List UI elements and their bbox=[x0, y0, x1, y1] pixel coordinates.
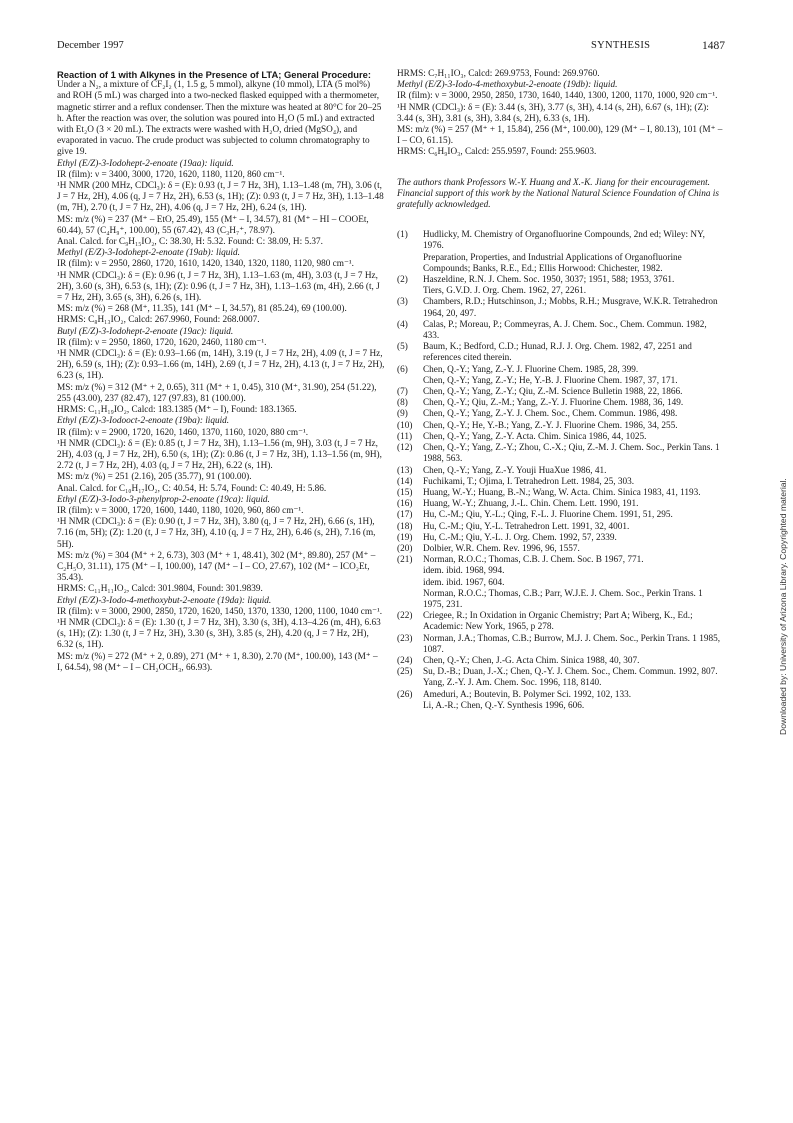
reference-line: Chen, Q.-Y.; Yang, Z.-Y. Acta. Chim. Sinica 1986, 44, 1025. bbox=[423, 431, 647, 442]
reference-text bbox=[423, 387, 725, 398]
reference-number: (17) bbox=[397, 510, 413, 521]
reference-number: (3) bbox=[397, 297, 408, 308]
reference-text bbox=[423, 611, 725, 633]
compound-name: Butyl (E/Z)-3-Iodohept-2-enoate (19ac): liquid. bbox=[57, 326, 234, 337]
reference-number: (5) bbox=[397, 342, 408, 353]
reference-item bbox=[397, 432, 725, 443]
compound-name: Methyl (E/Z)-3-Iodohept-2-enoate (19ab): liquid. bbox=[57, 248, 240, 259]
reference-item bbox=[397, 690, 725, 712]
reference-number: (11) bbox=[397, 431, 413, 442]
reference-line: Ameduri, A.; Boutevin, B. Polymer Sci. 1992, 102, 133. bbox=[423, 689, 632, 700]
reference-item bbox=[397, 477, 725, 488]
reference-line: Huang, W.-Y.; Zhuang, J.-L. Chin. Chem. Lett. 1990, 191. bbox=[423, 499, 639, 510]
reference-item bbox=[397, 544, 725, 555]
reference-text bbox=[423, 499, 725, 510]
reference-number: (12) bbox=[397, 443, 413, 454]
reference-item bbox=[397, 297, 725, 319]
reference-number: (4) bbox=[397, 319, 408, 330]
spectral-data: MS: m/z (%) = 268 (M⁺, 11.35), 141 (M⁺ – I, 34.57), 81 (85.24), 69 (100.00). bbox=[57, 304, 347, 315]
reference-text bbox=[423, 510, 725, 521]
acknowledgement: The authors thank Professors W.-Y. Huang and X.-K. Jiang for their encouragement. Financial support of this work by the National Natural Science Foundation of China is gratefully acknowledged. bbox=[397, 177, 719, 211]
reference-number: (6) bbox=[397, 364, 408, 375]
reference-line: Dolbier, W.R. Chem. Rev. 1996, 96, 1557. bbox=[423, 543, 580, 554]
spectral-data: ¹H NMR (CDCl₃): δ = (E): 0.90 (t, J = 7 Hz, 3H), 3.80 (q, J = 7 Hz, 2H), 6.66 (s, 1H), 7.16 (m, 5H); (Z): 1.20 (t, J = 7 Hz, 3H), 4.10 (q, J = 7 Hz, 2H), 6.46 (s, 2H), 7.16 (m, 5H). bbox=[57, 517, 376, 550]
reference-item bbox=[397, 398, 725, 409]
reference-list bbox=[397, 230, 725, 712]
reference-line: Tiers, G.V.D. J. Org. Chem. 1962, 27, 2261. bbox=[423, 286, 587, 297]
reference-line: Hu, C.-M.; Qiu, Y.-L. Tetrahedron Lett. 1991, 32, 4001. bbox=[423, 521, 630, 532]
reference-text bbox=[423, 690, 725, 712]
reference-number: (21) bbox=[397, 555, 413, 566]
reference-item bbox=[397, 510, 725, 521]
reference-number: (22) bbox=[397, 611, 413, 622]
reference-text bbox=[423, 443, 725, 465]
reference-line: Chen, Q.-Y.; Yang, Z.-Y.; Qiu, Z.-M. Science Bulletin 1988, 22, 1866. bbox=[423, 387, 683, 398]
spectral-data: MS: m/z (%) = 237 (M⁺ – EtO, 25.49), 155 (M⁺ – I, 34.57), 81 (M⁺ – HI – COOEt, 60.44), 57 (C₄H₉⁺, 100.00), 55 (67.42), 43 (C₃H₇⁺, 78.97). bbox=[57, 214, 369, 236]
reference-text bbox=[423, 656, 725, 667]
spectral-data: MS: m/z (%) = 304 (M⁺ + 2, 6.73), 303 (M⁺ + 1, 48.41), 302 (M⁺, 89.80), 257 (M⁺ – C₂H₅O, 31.11), 175 (M⁺ – I, 100.00), 147 (M⁺ – I – CO, 27.67), 102 (M⁺ – ICO₂Et, 35.43). bbox=[57, 550, 376, 584]
reference-number: (25) bbox=[397, 667, 413, 678]
section-title: Reaction of 1 with Alkynes in the Presence of LTA; General Procedure: bbox=[57, 69, 371, 80]
reference-item bbox=[397, 320, 725, 342]
reference-number: (14) bbox=[397, 476, 413, 487]
spectral-data: ¹H NMR (CDCl₃): δ = (E): 3.44 (s, 3H), 3.77 (s, 3H), 4.14 (s, 2H), 6.67 (s, 1H); (Z): 3.44 (s, 3H), 3.81 (s, 3H), 3.84 (s, 2H), 6.33 (s, 1H). bbox=[397, 102, 709, 124]
spectral-data: IR (film): ν = 3000, 2900, 2850, 1720, 1620, 1450, 1370, 1330, 1200, 1100, 1040 cm⁻¹. bbox=[57, 606, 383, 617]
reference-text bbox=[423, 275, 725, 297]
reference-number: (8) bbox=[397, 398, 408, 409]
reference-text bbox=[423, 522, 725, 533]
spectral-data: HRMS: C₇H₁₁IO₃, Calcd: 269.9753, Found: 269.9760. bbox=[397, 69, 600, 79]
reference-number: (7) bbox=[397, 387, 408, 398]
left-column bbox=[57, 69, 385, 674]
spectral-data: IR (film): ν = 2950, 2860, 1720, 1610, 1420, 1340, 1320, 1180, 1120, 980 cm⁻¹. bbox=[57, 259, 354, 270]
reference-number: (19) bbox=[397, 532, 413, 543]
spectral-data: ¹H NMR (CDCl₃): δ = (E): 0.85 (t, J = 7 Hz, 3H), 1.13–1.56 (m, 9H), 3.03 (t, J = 7 Hz, 2H), 4.03 (q, J = 7 Hz, 2H), 6.50 (s, 1H); (Z): 0.86 (t, J = 7 Hz, 3H), 1.13–1.56 (m, 9H), 2.72 (t, J = 7 Hz, 2H), 4.03 (q, J = 7 Hz, 2H), 6.22 (s, 1H). bbox=[57, 438, 382, 472]
reference-item bbox=[397, 230, 725, 275]
reference-line: Hu, C.-M.; Qiu, Y.-L. J. Org. Chem. 1992, 57, 2339. bbox=[423, 532, 617, 543]
spectral-data: HRMS: C₁₁H₁₉IO₂, Calcd: 183.1385 (M⁺ – I), Found: 183.1365. bbox=[57, 405, 297, 416]
reference-item bbox=[397, 488, 725, 499]
spectral-data: MS: m/z (%) = 257 (M⁺ + 1, 15.84), 256 (M⁺, 100.00), 129 (M⁺ – I, 80.13), 101 (M⁺ – I – CO, 61.15). bbox=[397, 125, 723, 147]
reference-line: Norman, J.A.; Thomas, C.B.; Burrow, M.J. J. Chem. Soc., Perkin Trans. 1 1985, 1087. bbox=[423, 633, 721, 655]
reference-item bbox=[397, 522, 725, 533]
reference-number: (9) bbox=[397, 409, 408, 420]
reference-number: (26) bbox=[397, 689, 413, 700]
reference-line: Li, A.-R.; Chen, Q.-Y. Synthesis 1996, 606. bbox=[423, 700, 585, 711]
reference-number: (1) bbox=[397, 230, 408, 241]
reference-item bbox=[397, 499, 725, 510]
spectral-data: ¹H NMR (CDCl₃): δ = (E): 0.93–1.66 (m, 14H), 3.19 (t, J = 7 Hz, 2H), 4.09 (t, J = 7 Hz, 2H), 6.59 (s, 1H); (Z): 0.93–1.66 (m, 14H), 2.69 (t, J = 7 Hz, 2H), 4.13 (t, J = 7 Hz, 2H), 6.23 (s, 1H). bbox=[57, 349, 385, 382]
journal-name: SYNTHESIS bbox=[591, 40, 651, 51]
reference-line: Chambers, R.D.; Hutschinson, J.; Mobbs, R.H.; Musgrave, W.K.R. Tetrahedron 1964, 20, 497. bbox=[423, 297, 718, 319]
reference-item bbox=[397, 409, 725, 420]
reference-item bbox=[397, 365, 725, 387]
compound-name: Ethyl (E/Z)-3-Iodooct-2-enoate (19ba): liquid. bbox=[57, 416, 230, 427]
compound-name: Methyl (E/Z)-3-Iodo-4-methoxybut-2-enoate (19db): liquid. bbox=[397, 80, 618, 91]
reference-number: (10) bbox=[397, 420, 413, 431]
reference-line: Norman, R.O.C.; Thomas, C.B.; Parr, W.J.E. J. Chem. Soc., Perkin Trans. 1 1975, 231. bbox=[423, 588, 703, 610]
reference-text bbox=[423, 365, 725, 387]
reference-text bbox=[423, 432, 725, 443]
reference-item bbox=[397, 611, 725, 633]
reference-line: Chen, Q.-Y.; Yang, Z.-Y.; He, Y.-B. J. Fluorine Chem. 1987, 37, 171. bbox=[423, 375, 678, 386]
issue-date: December 1997 bbox=[57, 40, 124, 51]
reference-text bbox=[423, 230, 725, 275]
spectral-data: ¹H NMR (CDCl₃): δ = (E): 0.96 (t, J = 7 Hz, 3H), 1.13–1.63 (m, 4H), 3.03 (t, J = 7 Hz, 2H), 3.60 (s, 3H), 6.53 (s, 1H); (Z): 0.96 (t, J = 7 Hz, 3H), 1.13–1.63 (m, 4H), 2.66 (t, J = 7 Hz, 2H), 3.65 (s, 3H), 6.26 (s, 1H). bbox=[57, 270, 380, 304]
reference-line: Fuchikami, T.; Ojima, I. Tetrahedron Lett. 1984, 25, 303. bbox=[423, 476, 635, 487]
reference-line: Chen, Q.-Y.; Yang, Z.-Y. J. Chem. Soc., Chem. Commun. 1986, 498. bbox=[423, 409, 678, 420]
reference-item bbox=[397, 342, 725, 364]
spectral-data: Anal. Calcd. for C₁₀H₁₇IO₂, C: 40.54, H: 5.74, Found: C: 40.49, H: 5.86. bbox=[57, 483, 327, 494]
reference-text bbox=[423, 544, 725, 555]
reference-line: Preparation, Properties, and Industrial Applications of Organofluorine Compounds; Banks, R.E., Ed.; Ellis Horwood: Chichester, 1982. bbox=[423, 252, 682, 274]
reference-item bbox=[397, 466, 725, 477]
reference-number: (2) bbox=[397, 275, 408, 286]
reference-line: Chen, Q.-Y.; He, Y.-B.; Yang, Z.-Y. J. Fluorine Chem. 1986, 34, 255. bbox=[423, 420, 678, 431]
reference-text bbox=[423, 409, 725, 420]
reference-item bbox=[397, 275, 725, 297]
reference-item bbox=[397, 421, 725, 432]
reference-number: (18) bbox=[397, 521, 413, 532]
reference-number: (16) bbox=[397, 499, 413, 510]
reference-line: Hu, C.-M.; Qiu, Y.-L.; Qing, F.-L. J. Fluorine Chem. 1991, 51, 295. bbox=[423, 510, 673, 521]
reference-item bbox=[397, 667, 725, 689]
compound-name: Ethyl (E/Z)-3-Iodo-3-phenylprop-2-enoate (19ca): liquid. bbox=[57, 494, 270, 505]
procedure-text: Under a N₂, a mixture of CF₂I₂ (1, 1.5 g, 5 mmol), alkyne (10 mmol), LTA (5 mol%) and ROH (5 mL) was charged into a two-necked flasked equipped with a thermometer, magnetic stirrer and a reflux condenser. Then the mixture was heated at 80°C for 20–25 h. After the reaction was over, the solution was poured into H₂O (5 mL) and extracted with Et₂O (3 × 20 mL). The extracts were washed with H₂O, dried (MgSO₄), and evaporated in vacuo. The crude product was subjected to column chromatography to give 19. bbox=[57, 80, 382, 158]
reference-text bbox=[423, 555, 725, 611]
page-number: 1487 bbox=[702, 40, 725, 52]
compound-name: Ethyl (E/Z)-3-Iodohept-2-enoate (19aa): liquid. bbox=[57, 158, 234, 169]
reference-item bbox=[397, 443, 725, 465]
reference-line: Chen, Q.-Y.; Chen, J.-G. Acta Chim. Sinica 1988, 40, 307. bbox=[423, 655, 640, 666]
right-column bbox=[397, 69, 725, 712]
reference-item bbox=[397, 656, 725, 667]
reference-line: Yang, Z.-Y. J. Am. Chem. Soc. 1996, 118, 8140. bbox=[423, 678, 602, 689]
spectral-data: HRMS: C₁₁H₁₁IO₂, Calcd: 301.9804, Found: 301.9839. bbox=[57, 584, 263, 595]
reference-text bbox=[423, 477, 725, 488]
spectral-data: ¹H NMR (200 MHz, CDCl₃): δ = (E): 0.93 (t, J = 7 Hz, 3H), 1.13–1.48 (m, 7H), 3.06 (t, J = 7 Hz, 2H), 4.06 (q, J = 7 Hz, 2H), 6.53 (s, 1H); (Z): 0.93 (t, J = 7 Hz, 3H), 1.13–1.48 (m, 7H), 2.70 (t, J = 7 Hz, 2H), 4.06 (q, J = 7 Hz, 2H), 6.24 (s, 1H). bbox=[57, 181, 384, 214]
reference-text bbox=[423, 320, 725, 342]
reference-number: (13) bbox=[397, 465, 413, 476]
reference-line: idem. ibid. 1967, 604. bbox=[423, 577, 505, 588]
reference-line: idem. ibid. 1968, 994. bbox=[423, 566, 505, 577]
reference-line: Hudlicky, M. Chemistry of Organofluorine Compounds, 2nd ed; Wiley: NY, 1976. bbox=[423, 230, 705, 252]
right-entries bbox=[397, 69, 725, 159]
page-header bbox=[57, 40, 725, 56]
reference-text bbox=[423, 634, 725, 656]
spectral-data: MS: m/z (%) = 312 (M⁺ + 2, 0.65), 311 (M⁺ + 1, 0.45), 310 (M⁺, 31.90), 254 (51.22), 255 (43.00), 237 (82.47), 127 (97.83), 81 (100.00). bbox=[57, 382, 377, 404]
download-notice: Downloaded by: University of Arizona Library. Copyrighted material. bbox=[778, 478, 788, 735]
reference-number: (23) bbox=[397, 633, 413, 644]
spectral-data: IR (film): ν = 3400, 3000, 1720, 1620, 1180, 1120, 860 cm⁻¹. bbox=[57, 169, 285, 180]
reference-text bbox=[423, 533, 725, 544]
compound-name: Ethyl (E/Z)-3-Iodo-4-methoxybut-2-enoate (19da): liquid. bbox=[57, 595, 272, 606]
spectral-data: IR (film): ν = 2900, 1720, 1620, 1460, 1370, 1160, 1020, 880 cm⁻¹. bbox=[57, 427, 309, 438]
reference-line: Norman, R.O.C.; Thomas, C.B. J. Chem. Soc. B 1967, 771. bbox=[423, 555, 644, 566]
reference-number: (20) bbox=[397, 543, 413, 554]
reference-line: Calas, P.; Moreau, P.; Commeyras, A. J. Chem. Soc., Chem. Commun. 1982, 433. bbox=[423, 319, 707, 342]
reference-item bbox=[397, 533, 725, 544]
reference-text bbox=[423, 398, 725, 409]
spectral-data: HRMS: C₈H₁₃IO₂, Calcd: 267.9960, Found: 268.0007. bbox=[57, 315, 260, 326]
spacer bbox=[397, 211, 725, 230]
reference-number: (24) bbox=[397, 655, 413, 666]
reference-line: Su, D.-B.; Duan, J.-X.; Chen, Q.-Y. J. Chem. Soc., Chem. Commun. 1992, 807. bbox=[423, 667, 718, 678]
reference-line: Chen, Q.-Y.; Yang, Z.-Y. Youji HuaXue 1986, 41. bbox=[423, 465, 607, 476]
reference-text bbox=[423, 421, 725, 432]
spectral-data: IR (film): ν = 2950, 1860, 1720, 1620, 2460, 1180 cm⁻¹. bbox=[57, 337, 267, 348]
reference-line: Haszeldine, R.N. J. Chem. Soc. 1950, 3037; 1951, 588; 1953, 3761. bbox=[423, 275, 675, 286]
reference-line: Criegee, R.; In Oxidation in Organic Chemistry; Part A; Wiberg, K., Ed.; Academic: New York, 1965, p 278. bbox=[423, 611, 693, 633]
spectral-data: MS: m/z (%) = 272 (M⁺ + 2, 0.89), 271 (M⁺ + 1, 8.30), 2.70 (M⁺, 100.00), 143 (M⁺ – I, 64.54), 98 (M⁺ – I – CH₂OCH₃, 66.93). bbox=[57, 651, 378, 673]
reference-line: Baum, K.; Bedford, C.D.; Hunad, R.J. J. Org. Chem. 1982, 47, 2251 and references cited therein. bbox=[423, 342, 692, 364]
reference-text bbox=[423, 342, 725, 364]
spectral-data: MS: m/z (%) = 251 (2.16), 205 (35.77), 91 (100.00). bbox=[57, 472, 252, 483]
reference-item bbox=[397, 555, 725, 611]
spectral-data: Anal. Calcd. for C₉H₁₅IO₂, C: 38.30, H: 5.32. Found: C: 38.09, H: 5.37. bbox=[57, 237, 323, 248]
spectral-data: ¹H NMR (CDCl₃): δ = (E): 1.30 (t, J = 7 Hz, 3H), 3.30 (s, 3H), 4.13–4.26 (m, 4H), 6.63 (s, 1H); (Z): 1.30 (t, J = 7 Hz, 3H), 3.30 (s, 3H), 3.85 (s, 2H), 4.20 (q, J = 7 Hz, 2H), 6.32 (s, 1H). bbox=[57, 617, 381, 651]
reference-line: Chen, Q.-Y.; Qiu, Z.-M.; Yang, Z.-Y. J. Fluorine Chem. 1988, 36, 149. bbox=[423, 398, 684, 409]
spectral-data: HRMS: C₆H₉IO₃, Calcd: 255.9597, Found: 255.9603. bbox=[397, 147, 597, 158]
spacer bbox=[397, 159, 725, 178]
reference-text bbox=[423, 466, 725, 477]
reference-item bbox=[397, 634, 725, 656]
reference-text bbox=[423, 667, 725, 689]
reference-line: Huang, W.-Y.; Huang, B.-N.; Wang, W. Acta. Chim. Sinica 1983, 41, 1193. bbox=[423, 487, 701, 498]
reference-text bbox=[423, 488, 725, 499]
reference-item bbox=[397, 387, 725, 398]
reference-line: Chen, Q.-Y.; Yang, Z.-Y. J. Fluorine Chem. 1985, 28, 399. bbox=[423, 364, 639, 375]
spectral-data: IR (film): ν = 3000, 2950, 2850, 1730, 1640, 1440, 1300, 1200, 1170, 1000, 920 cm⁻¹. bbox=[397, 91, 718, 102]
spectral-data: IR (film): ν = 3000, 1720, 1600, 1440, 1180, 1020, 960, 860 cm⁻¹. bbox=[57, 505, 304, 516]
reference-line: Chen, Q.-Y.; Yang, Z.-Y.; Zhou, C.-X.; Qiu, Z.-M. J. Chem. Soc., Perkin Tans. 1 1988, 563. bbox=[423, 443, 720, 465]
reference-number: (15) bbox=[397, 487, 413, 498]
reference-text bbox=[423, 297, 725, 319]
